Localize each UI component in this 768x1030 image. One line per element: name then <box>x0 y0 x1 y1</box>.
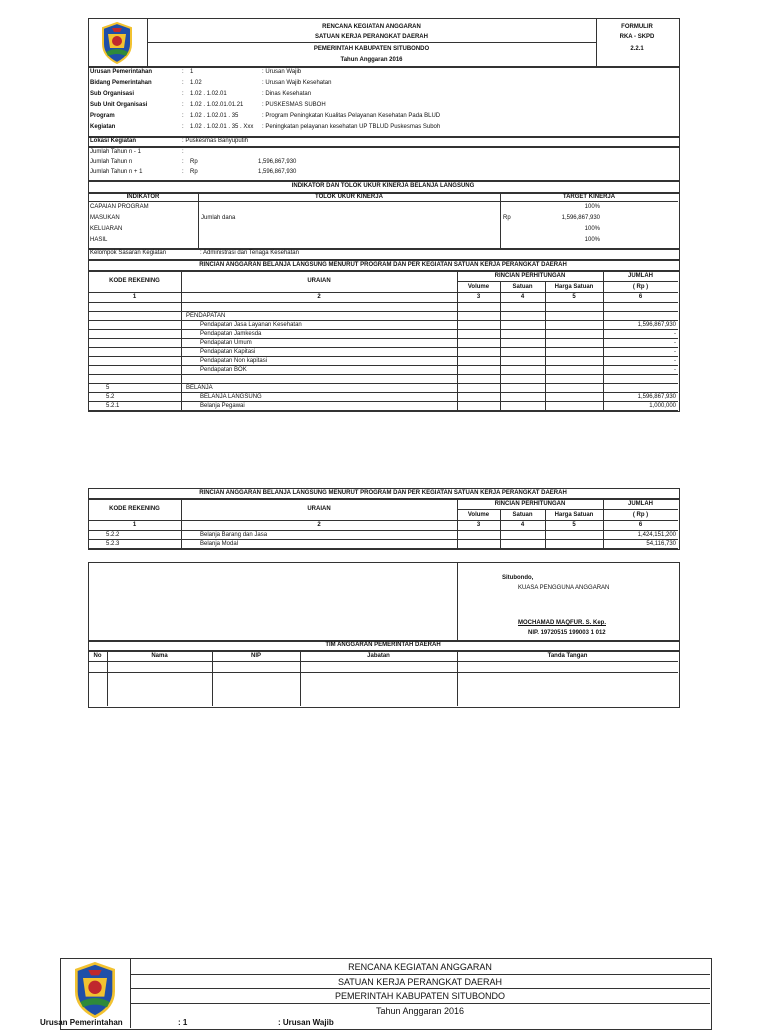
situbondo-logo-icon <box>72 962 118 1018</box>
col-indikator: INDIKATOR <box>126 194 160 200</box>
lokasi-value: : Puskesmas Banyuputih <box>182 138 249 144</box>
doc-government: PEMERINTAH KABUPATEN SITUBONDO <box>313 46 430 52</box>
col-rp: ( Rp ) <box>632 284 649 290</box>
row-uraian: Belanja Pegawai <box>200 403 245 409</box>
col-uraian: URAIAN <box>307 506 331 512</box>
col-number: 6 <box>638 294 643 300</box>
info-colon: : <box>182 91 184 97</box>
info-label: Sub Unit Organisasi <box>90 102 148 108</box>
indikator-target: 100% <box>584 204 600 210</box>
tim-col-nama: Nama <box>151 653 168 659</box>
doc-year: Tahun Anggaran 2016 <box>340 57 403 63</box>
page2-info-label: Urusan Pemerintahan <box>40 1018 123 1027</box>
row-kode: 5 <box>106 385 110 391</box>
tim-col-tanda-tangan: Tanda Tangan <box>547 653 588 659</box>
tim-heading: TIM ANGGARAN PEMERINTAH DAERAH <box>325 642 441 648</box>
row-uraian: Belanja Barang dan Jasa <box>200 532 268 538</box>
row-uraian: Pendapatan Jamkesda <box>200 331 262 337</box>
tim-col-jabatan: Jabatan <box>367 653 390 659</box>
page2-subtitle: SATUAN KERJA PERANGKAT DAERAH <box>337 977 503 987</box>
row-uraian: Pendapatan Jasa Layanan Kesehatan <box>200 322 302 328</box>
indikator-heading: INDIKATOR DAN TOLOK UKUR KINERJA BELANJA LANGSUNG <box>291 183 475 189</box>
col-jumlah: JUMLAH <box>628 501 653 507</box>
situbondo-logo-icon <box>100 22 134 64</box>
col-tolok-ukur: TOLOK UKUR KINERJA <box>315 194 383 200</box>
info-label: Urusan Pemerintahan <box>90 69 153 75</box>
doc-subtitle: SATUAN KERJA PERANGKAT DAERAH <box>315 34 428 40</box>
page2-title: RENCANA KEGIATAN ANGGARAN <box>348 962 492 972</box>
indikator-name: CAPAIAN PROGRAM <box>90 204 149 210</box>
info-colon: : <box>182 102 184 108</box>
col-number: 5 <box>572 522 576 528</box>
info-code: 1.02 . 1.02.01.01.21 <box>190 102 244 108</box>
sasaran-value: : Administrasi dan Tenaga Kesehatan <box>200 250 299 256</box>
doc-title: RENCANA KEGIATAN ANGGARAN <box>322 24 421 30</box>
info-label: Bidang Pemerintahan <box>90 80 152 86</box>
col-rp: ( Rp ) <box>632 512 649 518</box>
col-number: 4 <box>520 522 525 528</box>
row-jumlah: - <box>674 331 676 337</box>
info-colon: : <box>182 69 184 75</box>
indikator-name: KELUARAN <box>90 226 123 232</box>
info-desc: : PUSKESMAS SUBOH <box>262 102 326 108</box>
sasaran-label: Kelompok Sasaran Kegiatan <box>90 250 167 256</box>
indikator-target: 1,596,867,930 <box>561 215 600 221</box>
col-target: TARGET KINERJA <box>562 194 616 200</box>
indikator-target: 100% <box>584 237 600 243</box>
row-jumlah: 1,596,867,930 <box>637 394 676 400</box>
row-kode: 5.2.2 <box>106 532 120 538</box>
lokasi-label: Lokasi Kegiatan <box>90 138 137 144</box>
rincian-heading: RINCIAN ANGGARAN BELANJA LANGSUNG MENURUT PROGRAM DAN PER KEGIATAN SATUAN KERJA PERANGKAT DAERAH <box>199 490 567 496</box>
row-uraian: Belanja Modal <box>200 541 239 547</box>
row-uraian: BELANJA LANGSUNG <box>200 394 262 400</box>
row-uraian: Pendapatan Umum <box>200 340 252 346</box>
col-number: 6 <box>638 522 643 528</box>
form-code: RKA - SKPD <box>619 34 655 40</box>
info-desc: : Peningkatan pelayanan kesehatan UP TBLUD Puskesmas Suboh <box>262 124 441 130</box>
jumlah-label: Jumlah Tahun n - 1 <box>90 149 141 155</box>
col-rincian-perhitungan: RINCIAN PERHITUNGAN <box>494 501 566 507</box>
jumlah-rp: Rp <box>190 159 198 165</box>
col-number: 4 <box>520 294 525 300</box>
row-kode: 5.2.3 <box>106 541 120 547</box>
info-desc: : Urusan Wajib Kesehatan <box>262 80 332 86</box>
jumlah-colon: : <box>182 149 184 155</box>
indikator-target: 100% <box>584 226 600 232</box>
row-kode: 5.2.1 <box>106 403 120 409</box>
col-number: 1 <box>132 294 137 300</box>
signature-nip: NIP. 19720515 199003 1 012 <box>528 630 606 636</box>
indikator-tolok: Jumlah dana <box>201 215 236 221</box>
col-harga-satuan: Harga Satuan <box>554 512 594 518</box>
row-kode: 5.2 <box>106 394 115 400</box>
col-jumlah: JUMLAH <box>628 273 653 279</box>
form-label: FORMULIR <box>621 24 653 30</box>
col-uraian: URAIAN <box>307 278 331 284</box>
row-jumlah: - <box>674 340 676 346</box>
col-satuan: Satuan <box>512 284 533 290</box>
jumlah-label: Jumlah Tahun n + 1 <box>90 169 143 175</box>
indikator-name: HASIL <box>90 237 108 243</box>
info-desc: : Dinas Kesehatan <box>262 91 312 97</box>
row-uraian: Pendapatan BOK <box>200 367 247 373</box>
col-satuan: Satuan <box>512 512 533 518</box>
col-volume: Volume <box>467 512 490 518</box>
rincian-heading: RINCIAN ANGGARAN BELANJA LANGSUNG MENURUT PROGRAM DAN PER KEGIATAN SATUAN KERJA PERANGKAT DAERAH <box>199 262 567 268</box>
info-colon: : <box>182 124 184 130</box>
info-code: 1.02 . 1.02.01 . 35 . Xxx <box>190 124 254 130</box>
info-code: 1.02 . 1.02.01 . 35 <box>190 113 239 119</box>
info-label: Kegiatan <box>90 124 116 130</box>
col-kode-rekening: KODE REKENING <box>109 506 160 512</box>
jumlah-value: 1,596,867,930 <box>258 159 297 165</box>
jumlah-colon: : <box>182 159 184 165</box>
row-jumlah: 1,000,000 <box>649 403 676 409</box>
col-rincian-perhitungan: RINCIAN PERHITUNGAN <box>494 273 566 279</box>
jumlah-colon: : <box>182 169 184 175</box>
col-number: 5 <box>572 294 576 300</box>
info-label: Sub Organisasi <box>90 91 135 97</box>
jumlah-rp: Rp <box>190 169 198 175</box>
info-code: 1 <box>190 69 194 75</box>
row-jumlah: - <box>674 358 676 364</box>
row-uraian: Pendapatan Non kapitasi <box>200 358 268 364</box>
row-jumlah: 1,424,151,200 <box>637 532 676 538</box>
form-number: 2.2.1 <box>630 46 644 52</box>
row-uraian: BELANJA <box>186 385 213 391</box>
jumlah-value: 1,596,867,930 <box>258 169 297 175</box>
col-harga-satuan: Harga Satuan <box>554 284 594 290</box>
col-number: 3 <box>476 522 481 528</box>
col-number: 1 <box>132 522 137 528</box>
row-jumlah: 54,116,730 <box>646 541 676 547</box>
sasaran-row <box>88 248 680 260</box>
jumlah-block <box>88 146 680 182</box>
page2-year: Tahun Anggaran 2016 <box>375 1006 465 1016</box>
signature-name: MOCHAMAD MAQFUR. S. Kep. <box>518 620 606 626</box>
tim-col-no: No <box>93 653 102 659</box>
row-jumlah: 1,596,867,930 <box>637 322 676 328</box>
col-number: 2 <box>317 522 321 528</box>
col-volume: Volume <box>467 284 490 290</box>
row-jumlah: - <box>674 367 676 373</box>
signature-place: Situbondo, <box>502 575 534 581</box>
signature-role: KUASA PENGGUNA ANGGARAN <box>518 585 610 591</box>
info-code: 1.02 <box>190 80 202 86</box>
info-label: Program <box>90 113 115 119</box>
row-uraian: Pendapatan Kapitasi <box>200 349 256 355</box>
indikator-rp: Rp <box>503 215 511 221</box>
info-colon: : <box>182 80 184 86</box>
info-desc: : Program Peningkatan Kualitas Pelayanan Kesehatan Pada BLUD <box>262 113 441 119</box>
info-code: 1.02 . 1.02.01 <box>190 91 227 97</box>
jumlah-label: Jumlah Tahun n <box>90 159 133 165</box>
row-uraian: PENDAPATAN <box>186 313 226 319</box>
page2-government: PEMERINTAH KABUPATEN SITUBONDO <box>334 991 506 1001</box>
indikator-name: MASUKAN <box>90 215 120 221</box>
row-jumlah: - <box>674 349 676 355</box>
col-number: 2 <box>317 294 321 300</box>
page2-info-code: : 1 <box>178 1018 188 1027</box>
info-desc: : Urusan Wajib <box>262 69 302 75</box>
tim-col-nip: NIP <box>250 653 261 659</box>
col-kode-rekening: KODE REKENING <box>109 278 160 284</box>
info-colon: : <box>182 113 184 119</box>
page2-info-desc: : Urusan Wajib <box>278 1018 334 1027</box>
col-number: 3 <box>476 294 481 300</box>
